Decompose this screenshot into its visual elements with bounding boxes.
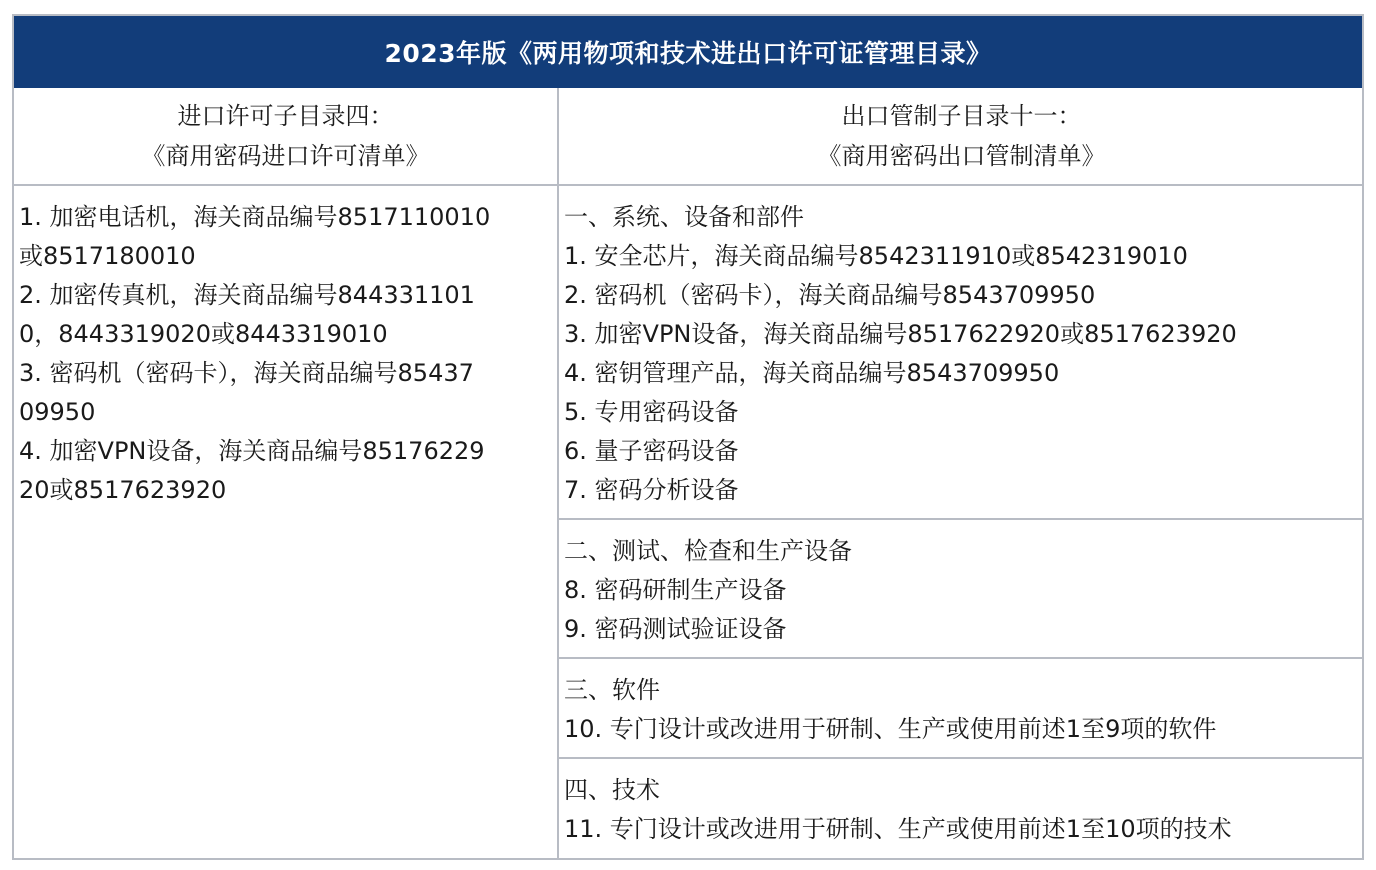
import-header-line2: 《商用密码进口许可清单》	[141, 142, 430, 170]
import-line: 1. 加密电话机，海关商品编号8517110010	[19, 203, 491, 231]
import-list	[14, 186, 559, 860]
section-technology	[559, 759, 1364, 858]
list-item: 5. 专用密码设备	[564, 398, 739, 426]
table-title: 2023年版《两用物项和技术进出口许可证管理目录》	[14, 16, 1362, 88]
list-item: 3. 加密VPN设备，海关商品编号8517622920或8517623920	[564, 320, 1237, 348]
import-line: 4. 加密VPN设备，海关商品编号85176229	[19, 437, 485, 465]
import-line: 20或8517623920	[19, 476, 227, 504]
import-line: 或8517180010	[19, 242, 196, 270]
list-item: 11. 专门设计或改进用于研制、生产或使用前述1至10项的技术	[564, 815, 1232, 843]
import-line: 3. 密码机（密码卡），海关商品编号85437	[19, 359, 474, 387]
list-item: 7. 密码分析设备	[564, 476, 739, 504]
list-item: 1. 安全芯片，海关商品编号8542311910或8542319010	[564, 242, 1188, 270]
section-heading: 二、测试、检查和生产设备	[564, 537, 852, 565]
section-heading: 一、系统、设备和部件	[564, 203, 804, 231]
list-item: 4. 密钥管理产品，海关商品编号8543709950	[564, 359, 1060, 387]
export-header	[559, 88, 1364, 186]
section-software	[559, 659, 1364, 759]
list-item: 10. 专门设计或改进用于研制、生产或使用前述1至9项的软件	[564, 715, 1217, 743]
list-item: 8. 密码研制生产设备	[564, 576, 787, 604]
import-header	[14, 88, 559, 186]
section-testing	[559, 520, 1364, 659]
export-header-line1: 出口管制子目录十一：	[841, 102, 1082, 130]
section-heading: 三、软件	[564, 676, 660, 704]
import-line: 2. 加密传真机，海关商品编号844331101	[19, 281, 475, 309]
catalog-table	[12, 14, 1364, 860]
section-systems	[559, 186, 1364, 520]
list-item: 2. 密码机（密码卡），海关商品编号8543709950	[564, 281, 1096, 309]
import-header-line1: 进口许可子目录四：	[177, 102, 394, 130]
list-item: 6. 量子密码设备	[564, 437, 739, 465]
export-header-line2: 《商用密码出口管制清单》	[817, 142, 1106, 170]
import-line: 0，8443319020或8443319010	[19, 320, 388, 348]
import-line: 09950	[19, 398, 96, 426]
section-heading: 四、技术	[564, 776, 660, 804]
list-item: 9. 密码测试验证设备	[564, 615, 787, 643]
export-list	[559, 186, 1364, 860]
